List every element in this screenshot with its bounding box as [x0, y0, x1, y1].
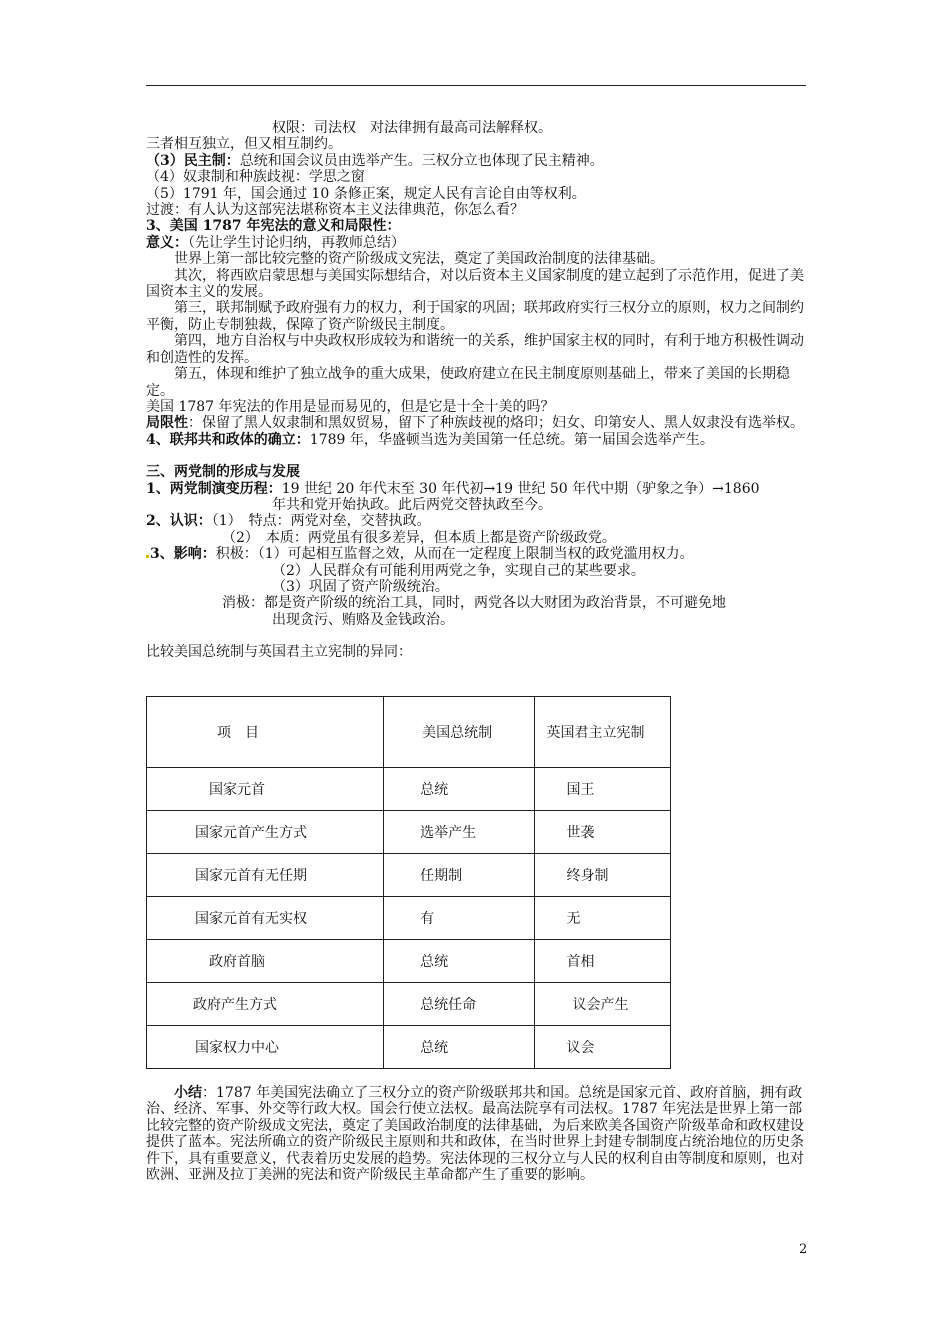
table-cell: 总统任命	[384, 983, 534, 1026]
table-header-row	[147, 697, 671, 768]
section-heading: 三、两党制的形成与发展	[146, 464, 300, 481]
table-cell: 终身制	[534, 854, 671, 897]
table-cell: 任期制	[384, 854, 534, 897]
table-row	[147, 897, 671, 940]
table-cell: 有	[384, 897, 534, 940]
table-caption: 比较美国总统制与英国君主立宪制的异同：	[146, 644, 412, 661]
text-line: 过渡：有人认为这部宪法堪称资本主义法律典范，你怎么看？	[146, 202, 524, 219]
header-rule	[146, 85, 806, 86]
table-cell: 议会产生	[534, 983, 671, 1026]
page-number: 2	[799, 1242, 808, 1257]
paragraph: 世界上第一部比较完整的资产阶级成文宪法，奠定了美国政治制度的法律基础。	[174, 251, 664, 268]
table-cell: 国家元首有无任期	[147, 854, 384, 897]
text-line: 2、认识：（1） 特点：两党对垒，交替执政。	[146, 513, 431, 530]
text-line: 4、联邦共和政体的确立：1789 年，华盛顿当选为美国第一任总统。第一届国会选举产生。	[146, 431, 714, 448]
document-body	[146, 120, 808, 661]
table-cell: 选举产生	[384, 811, 534, 854]
table-cell: 总统	[384, 1026, 534, 1069]
text-line: （2） 本质：两党虽有很多差异，但本质上都是资产阶级政党。	[222, 529, 616, 546]
text-line: （4）奴隶制和种族歧视：学思之窗	[146, 169, 365, 186]
anchor-mark-icon	[146, 555, 149, 558]
table-cell: 国家元首产生方式	[147, 811, 384, 854]
paragraph: 第四，地方自治权与中央政权形成较为和谐统一的关系，维护国家主权的同时，有利于地方积极性调动和创造性的发挥。	[146, 333, 804, 366]
table-row	[147, 768, 671, 811]
table-row	[147, 854, 671, 897]
paragraph: 局限性：保留了黑人奴隶制和黑奴贸易，留下了种族歧视的烙印；妇女、印第安人、黑人奴隶没有选举权。	[146, 415, 804, 432]
table-cell: 总统	[384, 940, 534, 983]
table-cell: 无	[534, 897, 671, 940]
text-line: 美国 1787 年宪法的作用是显而易见的，但是它是十全十美的吗？	[146, 398, 555, 415]
text-line: （3）民主制：总统和国会议员由选举产生。三权分立也体现了民主精神。	[146, 152, 604, 169]
table-cell: 国王	[534, 768, 671, 811]
table-cell: 首相	[534, 940, 671, 983]
text-line: （2）人民群众有可能利用两党之争，实现自己的某些要求。	[272, 562, 645, 579]
table-cell: 政府产生方式	[147, 983, 384, 1026]
text-line: （5）1791 年，国会通过 10 条修正案，规定人民有言论自由等权利。	[146, 185, 586, 202]
text-line: 1、两党制演变历程：19 世纪 20 年代末至 30 年代初→19 世纪 50 年代中期（驴象之争）→1860	[146, 480, 760, 497]
summary-paragraph: 小结：1787 年美国宪法确立了三权分立的资产阶级联邦共和国。总统是国家元首、政府首脑，拥有政治、经济、军事、外交等行政大权。国会行使立法权。最高法院享有司法权。1787 年宪法是世界上第一部比较完整的资产阶级成文宪法，奠定了美国政治制度的法律基础，为后来欧美各国资产阶级革命和政权建设提供了蓝本。宪法所确立的资产阶级民主原则和共和政体，在当时世界上封建专制制度占统治地位的历史条件下，具有重要意义，代表着历史发展的趋势。宪法体现的三权分立与人民的权利自由等制度和原则，也对欧洲、亚洲及拉丁美洲的宪法和资产阶级民主革命都产生了重要的影响。	[146, 1085, 804, 1184]
text-line: 出现贪污、贿赂及金钱政治。	[272, 611, 454, 628]
text-line: 三者相互独立，但又相互制约。	[146, 136, 342, 153]
table-row	[147, 1026, 671, 1069]
paragraph: 第五，体现和维护了独立战争的重大成果，使政府建立在民主制度原则基础上，带来了美国的长期稳定。	[146, 366, 790, 399]
table-row	[147, 940, 671, 983]
table-cell: 议会	[534, 1026, 671, 1069]
table-cell: 国家元首有无实权	[147, 897, 384, 940]
table-cell: 国家元首	[147, 768, 384, 811]
table-header-cell: 英国君主立宪制	[534, 697, 671, 768]
heading-inline: （3）民主制：	[146, 152, 240, 169]
text-line: 意义：（先让学生讨论归纳，再教师总结）	[146, 234, 405, 251]
table-cell: 国家权力中心	[147, 1026, 384, 1069]
text-line: 3、影响：积极：（1）可起相互监督之效，从而在一定程度上限制当权的政党滥用权力。	[146, 546, 808, 562]
section-heading: 3、美国 1787 年宪法的意义和局限性：	[146, 218, 401, 235]
table-cell: 总统	[384, 768, 534, 811]
table-row	[147, 811, 671, 854]
table-cell: 世袭	[534, 811, 671, 854]
text-line: 权限：司法权 对法律拥有最高司法解释权。	[272, 120, 552, 136]
table-cell: 政府首脑	[147, 940, 384, 983]
text-line: 年共和党开始执政。此后两党交替执政至今。	[272, 496, 552, 513]
paragraph: 第三，联邦制赋予政府强有力的权力，利于国家的巩固；联邦政府实行三权分立的原则，权力之间制约平衡，防止专制独裁，保障了资产阶级民主制度。	[146, 300, 804, 333]
comparison-table	[146, 696, 671, 1069]
table-row	[147, 983, 671, 1026]
table-header-cell: 美国总统制	[384, 697, 534, 768]
paragraph: 其次，将西欧启蒙思想与美国实际想结合，对以后资本主义国家制度的建立起到了示范作用，促进了美国资本主义的发展。	[146, 267, 804, 301]
table-header-cell: 项 目	[147, 697, 384, 768]
text-line: 消极：都是资产阶级的统治工具，同时，两党各以大财团为政治背景，不可避免地	[222, 595, 726, 612]
text-line: （3）巩固了资产阶级统治。	[272, 578, 449, 595]
